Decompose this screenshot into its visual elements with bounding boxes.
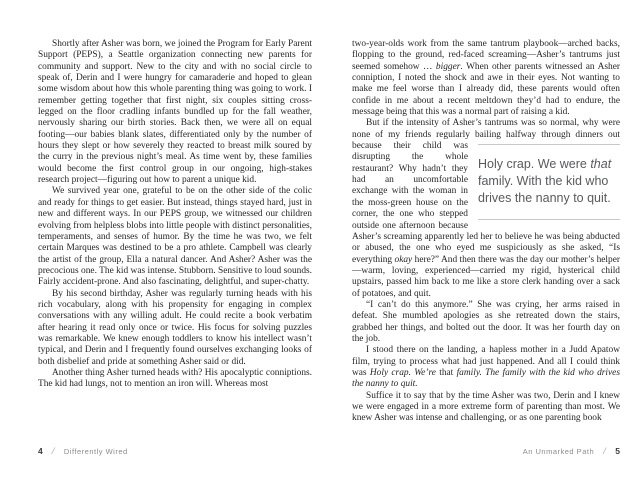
text-segment: . When other parents witnessed an Asher conniption, I noted the shock and awe in their eyes. Not wanting to make me feel worse than I already did, these parents would often confide in me about a recent meltdown they’d had to endure, the message being that this was a normal part of raising a kid. [352, 61, 620, 118]
text-segment: “I can’t do this anymore.” She was crying, her arms raised in defeat. She mumbled apologies as she retreated down the stairs, grabbed her things, and bolted out the door. It was her fourth day on the job. [352, 299, 620, 344]
paragraph [38, 289, 312, 368]
page-right [320, 0, 640, 480]
paragraph-continuation [352, 39, 620, 118]
paragraph [352, 391, 620, 425]
text-segment: here?” And then there was the day our mother’s helper—warm, loving, experienced—carried my rigid, hysterical child upstairs, passed him back to me like a store clerk handing over a sack of potatoes, and quit. [352, 254, 620, 299]
running-title: Differently Wired [63, 447, 128, 456]
running-title: An Unmarked Path [522, 447, 595, 456]
text-segment: because their child was disrupting the whole restaurant? Why hadn’t they had an uncomfortable exchange with the woman in the moss-green house on the corner, the one who stepped outside one afternoon because Asher’s screaming apparently led her to believe he was being abducted or abused, the one who eyed me suspiciously as she asked, “Is everything [352, 141, 620, 265]
text-segment: Suffice it to say that by the time Asher was two, Derin and I knew we were engaged in a more extreme form of parenting than most. We knew Asher was intense and challenging, or as one parenting book [352, 390, 620, 424]
text-segment: that [590, 157, 612, 172]
paragraph [38, 368, 312, 391]
text-segment: okay [394, 254, 413, 265]
paragraph-with-pullquote [352, 118, 620, 300]
text-segment: Holy crap. We were [478, 157, 591, 172]
paragraph [38, 39, 312, 186]
left-page-footer [38, 446, 128, 457]
footer-separator-slash: / [603, 446, 607, 457]
page-number: 5 [615, 446, 620, 456]
paragraph-text-before-quote [352, 118, 620, 139]
pull-quote-text [478, 156, 620, 207]
footer-separator-slash: / [51, 446, 55, 457]
text-segment: By his second birthday, Asher was regularly turning heads with his rich vocabulary, along with his propensity for engaging in complex conversations with any willing adult. He could recite a book verbatim after hearing it read only once or twice. His focus for solving puzzles was remarkable. We knew enough toddlers to know his intellect wasn’t typical, and Derin and I frequently found ourselves exchanging looks of both disbelief and pride at something Asher said or did. [38, 288, 312, 367]
paragraph [352, 300, 620, 345]
text-segment: We survived year one, grateful to be on the other side of the colic and ready for things to get easier. But instead, things stayed hard, just in new and different ways. In our PEPS group, we witnessed our children evolving from helpless blobs into little people with distinct personalities, temperaments, and senses of humor. By the time he was two, we felt certain Marques was destined to be a pro athlete. Campbell was clearly the artist of the group, Ella a natural dancer. And Asher? Asher was the precocious one. The kid was intense. Stubborn. Sensitive to loud sounds. Fairly accident-prone. And also fascinating, delightful, and super-chatty. [38, 186, 312, 288]
right-text-column [352, 39, 620, 443]
text-segment: two-year-olds work from the same tantrum playbook—arched backs, flopping to the ground, red-faced screaming—Asher’s tantrums just seemed somehow … [352, 39, 620, 72]
text-segment: bigger [435, 61, 461, 72]
paragraph [38, 186, 312, 288]
pull-quote [478, 144, 620, 220]
left-text-column [38, 39, 312, 443]
text-segment: that [435, 367, 457, 378]
text-segment: Holy crap. We’re [369, 367, 436, 378]
right-page-footer [523, 446, 620, 457]
paragraph [352, 345, 620, 390]
text-segment: family. The family with the kid who drives the nanny to quit. [352, 367, 620, 390]
text-segment: But if the intensity of Asher’s tantrums was so normal, why were none of my friends regularly bailing halfway through dinners out [352, 118, 620, 140]
text-segment: I stood there on the landing, a hapless mother in a Judd Apatow film, trying to process what had just happened. And all I could think was [352, 345, 620, 378]
text-segment: Another thing Asher turned heads with? His apocalyptic conniptions. The kid had lungs, not to mention an iron will. Whereas most [38, 367, 312, 390]
text-segment: Shortly after Asher was born, we joined the Program for Early Parent Support (PEPS), a Seattle organization connecting new parents for community and support. New to the city and with no social circle to speak of, Derin and I were hungry for camaraderie and hoped to glean some wisdom about how this whole parenting thing was going to work. I remember getting together that first night, six couples sitting cross-legged on the floor cradling infants bundled up for the fall weather, nervously sharing our birth stories. Back then, we were all on equal footing—our babies blank slates, differentiated only by the number of hours they slept or how severely they reacted to breast milk soured by the curry in the previous night’s meal. As time went by, these families would become the first control group in our ongoing, high-stakes research project—figuring out how to parent a unique kid. [38, 39, 312, 186]
page-number: 4 [38, 446, 43, 456]
text-segment: family. With the kid who drives the nanny to quit. [478, 174, 611, 206]
